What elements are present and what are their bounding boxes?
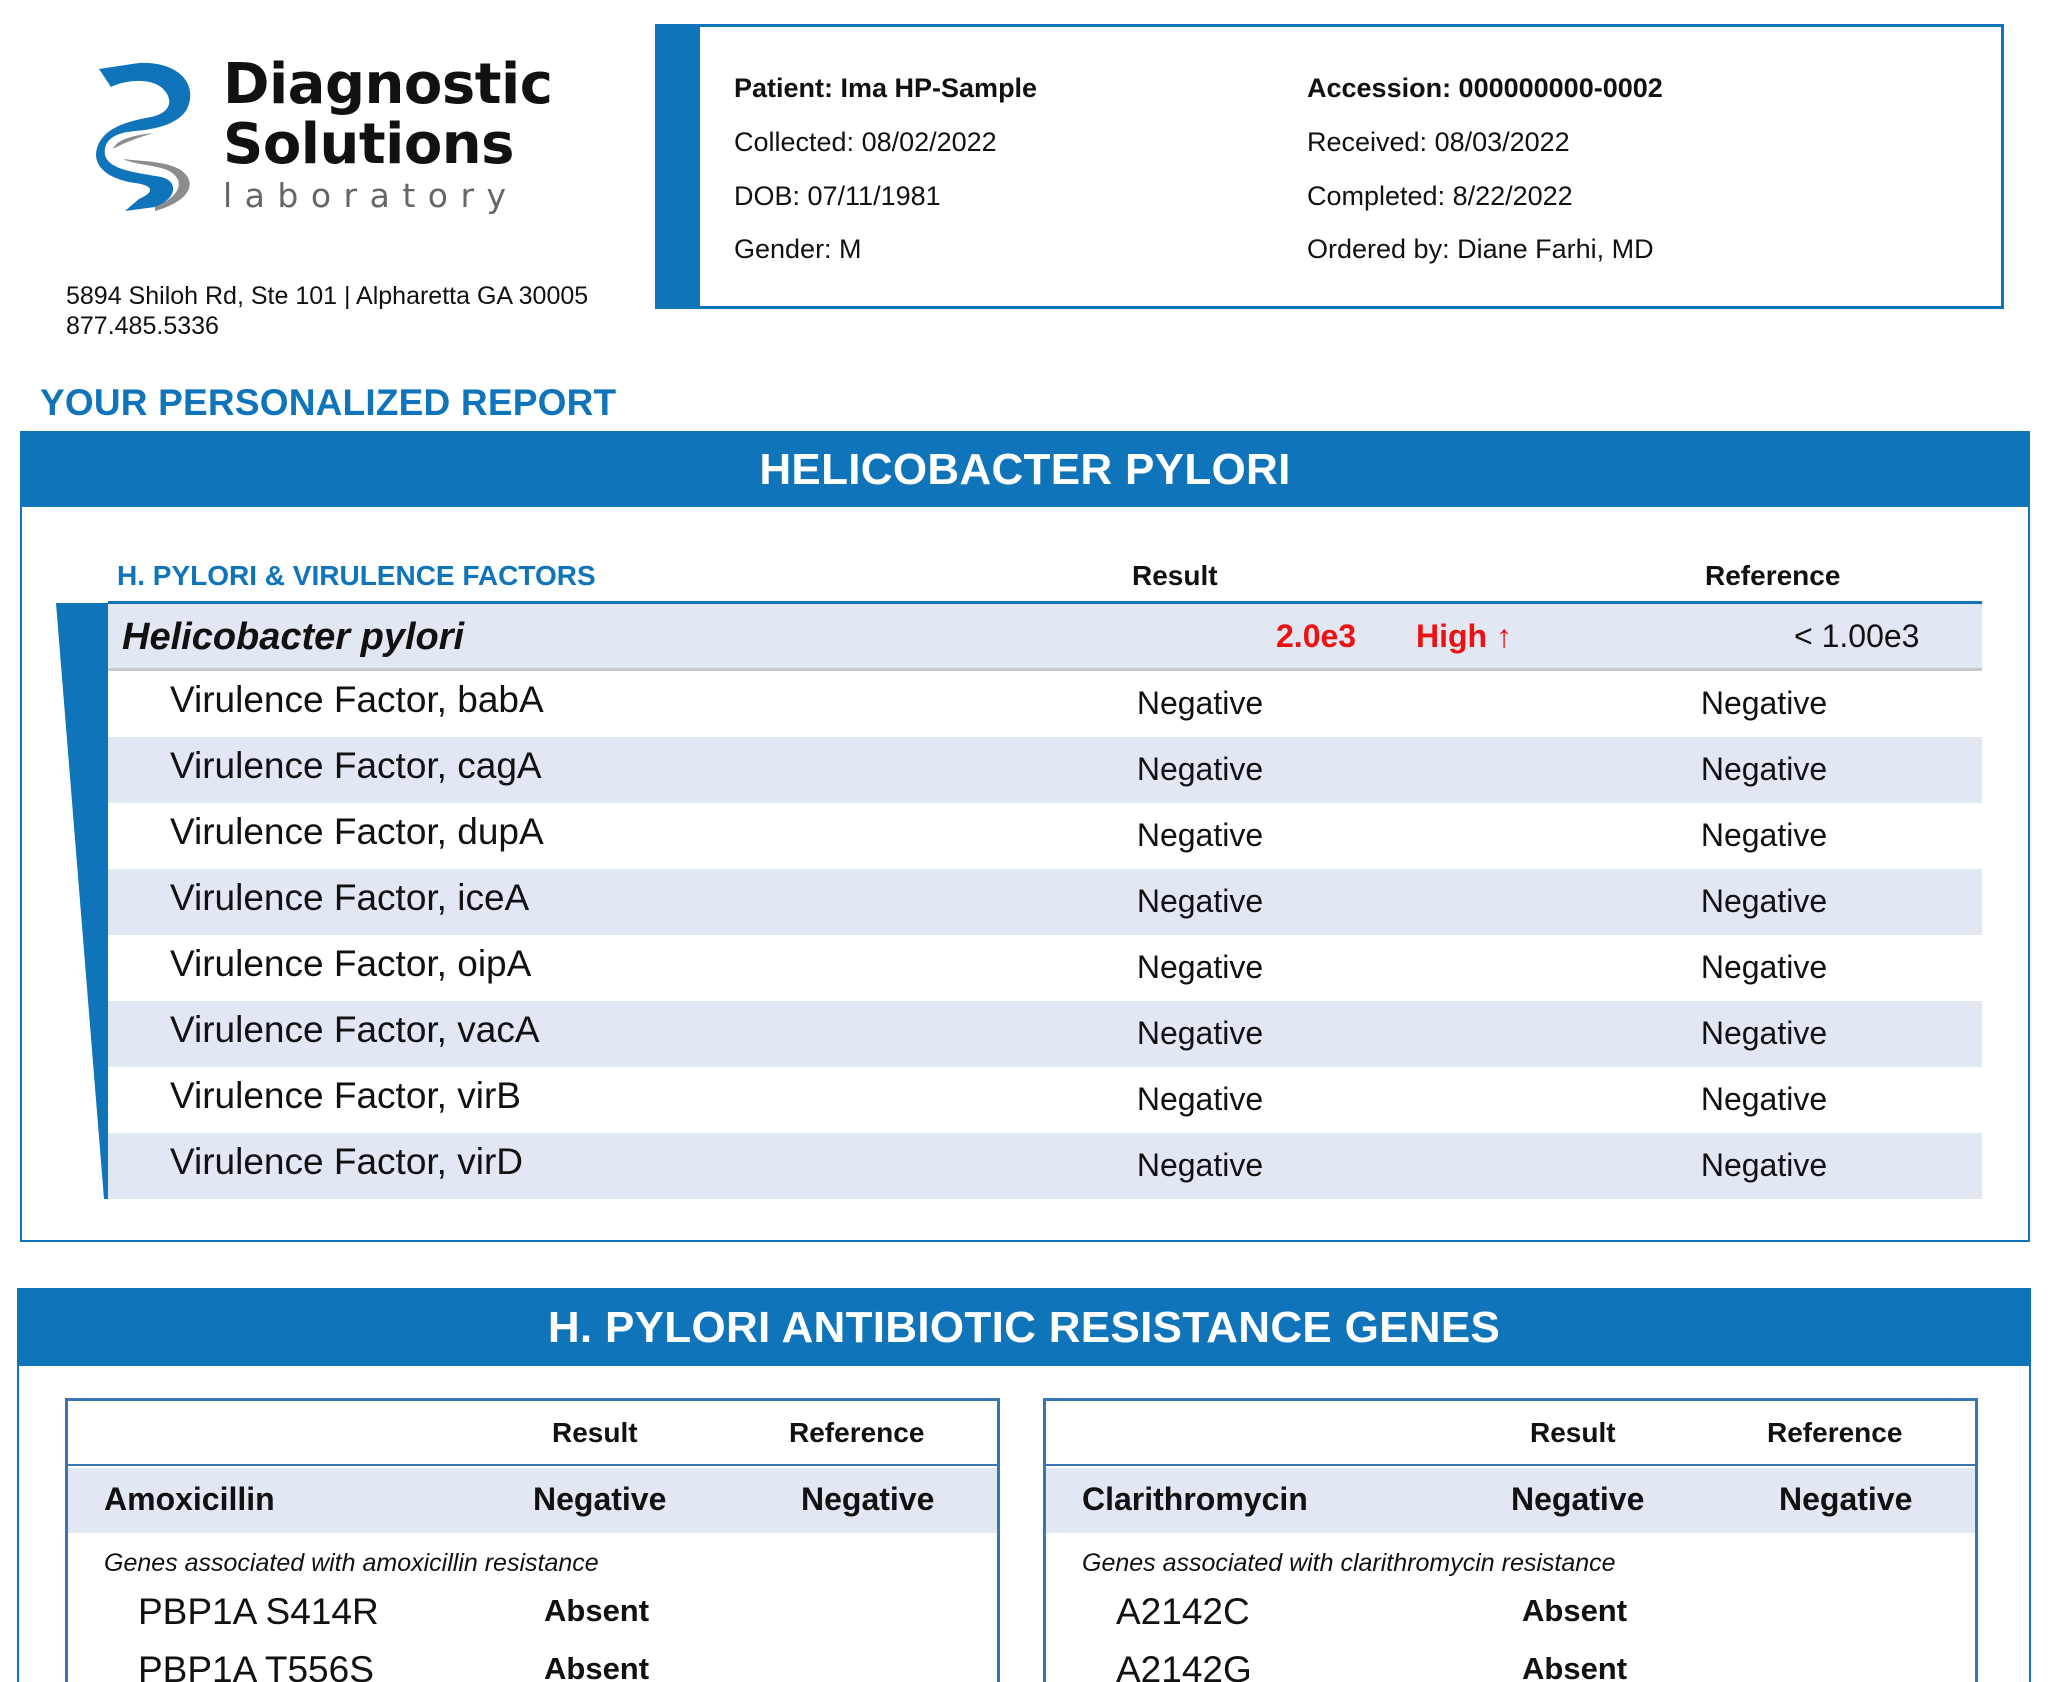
lab-logo [95,52,615,230]
virulence-factor-name: Virulence Factor, oipA [170,943,532,984]
virulence-row [108,671,1982,737]
lab-name-line1: Diagnostic [223,52,553,117]
virulence-factor-result: Negative [1136,1147,1264,1183]
patient-info-box [655,24,2004,309]
virulence-factor-reference: Negative [1700,751,1828,787]
hp-result-value: 2.0e3 [1276,618,1357,654]
virulence-factor-name: Virulence Factor, vacA [170,1009,540,1050]
lab-contact [66,281,588,341]
hp-section [20,431,2030,1242]
abx-panel-header [68,1401,997,1466]
virulence-factor-reference: Negative [1700,685,1828,721]
virulence-row [108,869,1982,935]
virulence-factor-reference: Negative [1700,1015,1828,1051]
gene-result: Absent [544,1593,650,1628]
hp-table-wedge-accent [56,601,110,1201]
received-date: Received: 08/03/2022 [1307,127,1570,157]
virulence-factor-reference: Negative [1700,883,1828,919]
virulence-factor-result: Negative [1136,1015,1264,1051]
ordered-by: Ordered by: Diane Farhi, MD [1307,234,1654,264]
abx-panel-header [1046,1401,1975,1466]
virulence-row [108,1067,1982,1133]
virulence-row [108,1133,1982,1199]
virulence-row [108,737,1982,803]
drug-result: Negative [533,1481,667,1517]
gene-name: PBP1A T556S [138,1649,374,1682]
genes-note: Genes associated with amoxicillin resistance [104,1549,599,1577]
gene-name: PBP1A S414R [138,1591,379,1632]
collected-date: Collected: 08/02/2022 [734,127,997,157]
virulence-factor-name: Virulence Factor, virD [170,1141,523,1182]
dob: DOB: 07/11/1981 [734,181,941,211]
drug-result: Negative [1511,1481,1645,1517]
drug-reference: Negative [801,1481,935,1517]
drug-reference: Negative [1779,1481,1913,1517]
abx-column-reference: Reference [1767,1417,1903,1448]
lab-logo-icon [95,61,207,211]
virulence-factor-reference: Negative [1700,1081,1828,1117]
virulence-row [108,1001,1982,1067]
hp-reference-value: < 1.00e3 [1794,618,1920,654]
virulence-row [108,935,1982,1001]
drug-row [68,1468,997,1533]
abx-column-result: Result [552,1417,638,1448]
drug-name: Amoxicillin [104,1481,275,1517]
virulence-factor-reference: Negative [1700,1147,1828,1183]
virulence-row [108,803,1982,869]
gene-name: A2142G [1116,1649,1252,1682]
abx-column-reference: Reference [789,1417,925,1448]
virulence-factor-result: Negative [1136,1081,1264,1117]
virulence-factor-result: Negative [1136,817,1264,853]
virulence-factor-result: Negative [1136,949,1264,985]
virulence-factor-name: Virulence Factor, cagA [170,745,542,786]
hp-table-title: H. PYLORI & VIRULENCE FACTORS [117,560,596,591]
amoxicillin-panel [65,1398,1000,1682]
virulence-factor-name: Virulence Factor, virB [170,1075,521,1116]
genes-note: Genes associated with clarithromycin resistance [1082,1549,1616,1577]
hp-column-reference: Reference [1705,560,1841,591]
lab-phone: 877.485.5336 [66,312,219,340]
gene-name: A2142C [1116,1591,1250,1632]
virulence-factor-result: Negative [1136,685,1264,721]
virulence-factor-result: Negative [1136,751,1264,787]
clarithromycin-panel [1043,1398,1978,1682]
patient-box-accent-bar [658,27,700,306]
virulence-factor-reference: Negative [1700,949,1828,985]
lab-name-line2: Solutions [223,112,515,177]
hp-high-flag: High ↑ [1416,618,1512,654]
gene-result: Absent [1522,1651,1628,1682]
completed-date: Completed: 8/22/2022 [1307,181,1573,211]
abx-section-header: H. PYLORI ANTIBIOTIC RESISTANCE GENES [19,1290,2029,1366]
virulence-factor-result: Negative [1136,883,1264,919]
hp-section-header: HELICOBACTER PYLORI [22,433,2028,507]
hp-organism-name: Helicobacter pylori [122,616,465,658]
lab-name-line3: laboratory [223,176,519,215]
virulence-factor-name: Virulence Factor, dupA [170,811,544,852]
gender: Gender: M [734,234,862,264]
drug-row [1046,1468,1975,1533]
drug-name: Clarithromycin [1082,1481,1308,1517]
hp-main-result-row [108,601,1982,671]
hp-column-result: Result [1132,560,1218,591]
antibiotic-resistance-section [17,1288,2031,1682]
lab-address: 5894 Shiloh Rd, Ste 101 | Alpharetta GA 30005 [66,282,589,310]
virulence-factor-name: Virulence Factor, babA [170,679,544,720]
virulence-factor-reference: Negative [1700,817,1828,853]
accession-number: Accession: 000000000-0002 [1307,73,1663,103]
abx-column-result: Result [1530,1417,1616,1448]
patient-name: Patient: Ima HP-Sample [734,73,1038,103]
virulence-factor-name: Virulence Factor, iceA [170,877,530,918]
report-title: YOUR PERSONALIZED REPORT [40,382,617,423]
gene-result: Absent [1522,1593,1628,1628]
gene-result: Absent [544,1651,650,1682]
